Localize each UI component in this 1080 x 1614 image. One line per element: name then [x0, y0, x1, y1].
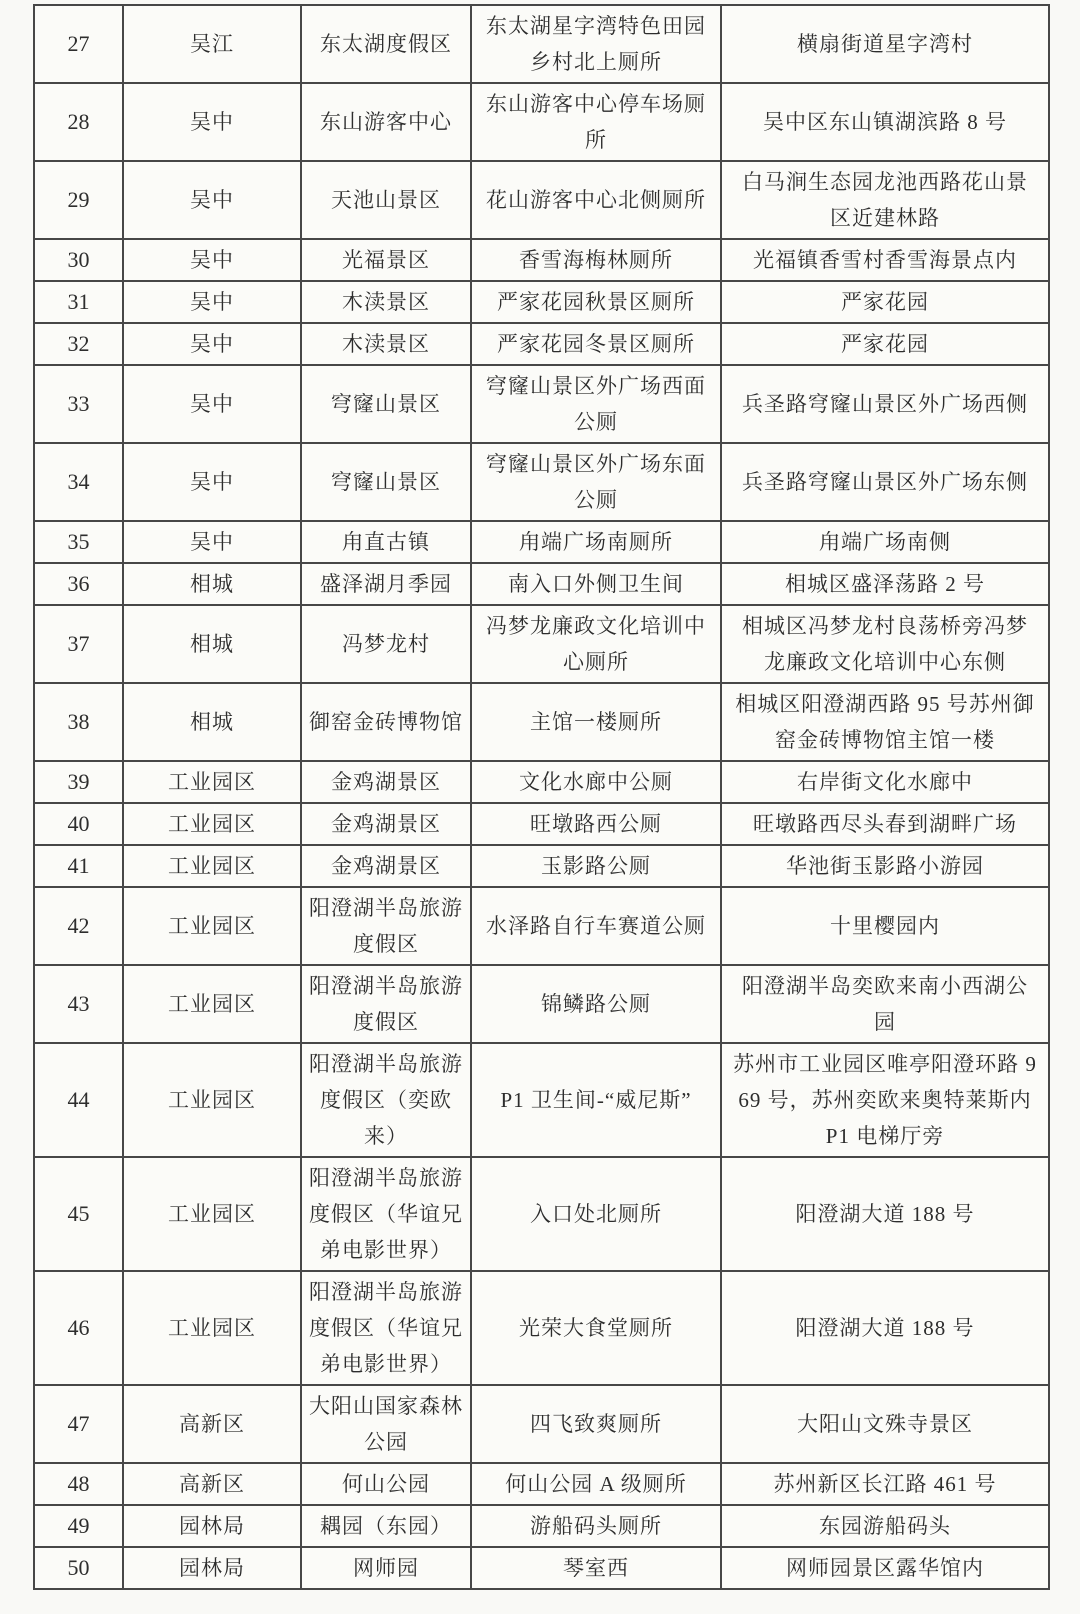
cell-scenic-area: 阳澄湖半岛旅游度假区 — [301, 965, 471, 1043]
table-row — [34, 239, 1049, 281]
table-row — [34, 5, 1049, 83]
cell-address: 横扇街道星字湾村 — [721, 5, 1049, 83]
table-row — [34, 281, 1049, 323]
cell-address: 严家花园 — [721, 281, 1049, 323]
cell-scenic-area: 金鸡湖景区 — [301, 803, 471, 845]
cell-number: 47 — [34, 1385, 123, 1463]
cell-number: 38 — [34, 683, 123, 761]
table-row — [34, 1463, 1049, 1505]
cell-district: 相城 — [123, 605, 301, 683]
cell-number: 45 — [34, 1157, 123, 1271]
cell-toilet-name: 水泽路自行车赛道公厕 — [471, 887, 721, 965]
cell-address: 吴中区东山镇湖滨路 8 号 — [721, 83, 1049, 161]
table-row — [34, 563, 1049, 605]
cell-address: 兵圣路穹窿山景区外广场西侧 — [721, 365, 1049, 443]
table-row — [34, 845, 1049, 887]
cell-scenic-area: 阳澄湖半岛旅游度假区（奕欧来） — [301, 1043, 471, 1157]
cell-toilet-name: 严家花园冬景区厕所 — [471, 323, 721, 365]
cell-scenic-area: 木渎景区 — [301, 281, 471, 323]
cell-district: 工业园区 — [123, 965, 301, 1043]
cell-address: 网师园景区露华馆内 — [721, 1547, 1049, 1589]
cell-number: 34 — [34, 443, 123, 521]
table-row — [34, 365, 1049, 443]
cell-number: 40 — [34, 803, 123, 845]
cell-toilet-name: 穹窿山景区外广场东面公厕 — [471, 443, 721, 521]
cell-number: 31 — [34, 281, 123, 323]
cell-address: 右岸街文化水廊中 — [721, 761, 1049, 803]
cell-number: 42 — [34, 887, 123, 965]
table-row — [34, 1157, 1049, 1271]
cell-address: 兵圣路穹窿山景区外广场东侧 — [721, 443, 1049, 521]
cell-toilet-name: 光荣大食堂厕所 — [471, 1271, 721, 1385]
cell-number: 37 — [34, 605, 123, 683]
cell-district: 工业园区 — [123, 845, 301, 887]
cell-toilet-name: 入口处北厕所 — [471, 1157, 721, 1271]
cell-number: 50 — [34, 1547, 123, 1589]
table-row — [34, 605, 1049, 683]
cell-toilet-name: 穹窿山景区外广场西面公厕 — [471, 365, 721, 443]
cell-scenic-area: 阳澄湖半岛旅游度假区 — [301, 887, 471, 965]
cell-toilet-name: 四飞致爽厕所 — [471, 1385, 721, 1463]
cell-number: 39 — [34, 761, 123, 803]
cell-address: 华池街玉影路小游园 — [721, 845, 1049, 887]
cell-scenic-area: 东太湖度假区 — [301, 5, 471, 83]
cell-district: 园林局 — [123, 1547, 301, 1589]
cell-district: 吴江 — [123, 5, 301, 83]
cell-address: 严家花园 — [721, 323, 1049, 365]
cell-toilet-name: 何山公园 A 级厕所 — [471, 1463, 721, 1505]
cell-district: 相城 — [123, 563, 301, 605]
cell-district: 高新区 — [123, 1385, 301, 1463]
cell-number: 29 — [34, 161, 123, 239]
cell-address: 阳澄湖半岛奕欧来南小西湖公园 — [721, 965, 1049, 1043]
cell-scenic-area: 天池山景区 — [301, 161, 471, 239]
cell-address: 十里樱园内 — [721, 887, 1049, 965]
cell-number: 30 — [34, 239, 123, 281]
cell-address: 苏州新区长江路 461 号 — [721, 1463, 1049, 1505]
cell-scenic-area: 穹窿山景区 — [301, 443, 471, 521]
cell-toilet-name: 甪端广场南厕所 — [471, 521, 721, 563]
cell-district: 吴中 — [123, 521, 301, 563]
cell-scenic-area: 木渎景区 — [301, 323, 471, 365]
cell-number: 41 — [34, 845, 123, 887]
cell-district: 吴中 — [123, 365, 301, 443]
cell-toilet-name: 花山游客中心北侧厕所 — [471, 161, 721, 239]
cell-district: 工业园区 — [123, 803, 301, 845]
cell-number: 49 — [34, 1505, 123, 1547]
cell-district: 相城 — [123, 683, 301, 761]
cell-address: 相城区盛泽荡路 2 号 — [721, 563, 1049, 605]
cell-toilet-name: 东太湖星字湾特色田园乡村北上厕所 — [471, 5, 721, 83]
cell-address: 相城区冯梦龙村良荡桥旁冯梦龙廉政文化培训中心东侧 — [721, 605, 1049, 683]
cell-number: 33 — [34, 365, 123, 443]
table-row — [34, 1547, 1049, 1589]
cell-number: 28 — [34, 83, 123, 161]
table-row — [34, 1271, 1049, 1385]
cell-scenic-area: 耦园（东园） — [301, 1505, 471, 1547]
cell-scenic-area: 东山游客中心 — [301, 83, 471, 161]
table-row — [34, 965, 1049, 1043]
cell-district: 工业园区 — [123, 761, 301, 803]
cell-district: 吴中 — [123, 239, 301, 281]
cell-scenic-area: 甪直古镇 — [301, 521, 471, 563]
cell-toilet-name: 玉影路公厕 — [471, 845, 721, 887]
cell-number: 43 — [34, 965, 123, 1043]
cell-district: 工业园区 — [123, 1157, 301, 1271]
cell-toilet-name: P1 卫生间-“威尼斯” — [471, 1043, 721, 1157]
cell-district: 工业园区 — [123, 1271, 301, 1385]
cell-toilet-name: 锦鳞路公厕 — [471, 965, 721, 1043]
table-row — [34, 1505, 1049, 1547]
cell-number: 32 — [34, 323, 123, 365]
cell-toilet-name: 旺墩路西公厕 — [471, 803, 721, 845]
cell-scenic-area: 光福景区 — [301, 239, 471, 281]
cell-number: 36 — [34, 563, 123, 605]
table-body — [34, 5, 1049, 1589]
cell-number: 27 — [34, 5, 123, 83]
cell-district: 吴中 — [123, 323, 301, 365]
cell-address: 阳澄湖大道 188 号 — [721, 1157, 1049, 1271]
cell-address: 相城区阳澄湖西路 95 号苏州御窑金砖博物馆主馆一楼 — [721, 683, 1049, 761]
table-row — [34, 1043, 1049, 1157]
cell-district: 吴中 — [123, 161, 301, 239]
cell-toilet-name: 主馆一楼厕所 — [471, 683, 721, 761]
table-row — [34, 683, 1049, 761]
table-row — [34, 761, 1049, 803]
cell-number: 44 — [34, 1043, 123, 1157]
cell-scenic-area: 网师园 — [301, 1547, 471, 1589]
table-row — [34, 887, 1049, 965]
table-row — [34, 803, 1049, 845]
cell-toilet-name: 冯梦龙廉政文化培训中心厕所 — [471, 605, 721, 683]
cell-address: 苏州市工业园区唯亭阳澄环路 969 号，苏州奕欧来奥特莱斯内 P1 电梯厅旁 — [721, 1043, 1049, 1157]
cell-address: 阳澄湖大道 188 号 — [721, 1271, 1049, 1385]
cell-toilet-name: 严家花园秋景区厕所 — [471, 281, 721, 323]
table-row — [34, 83, 1049, 161]
cell-scenic-area: 大阳山国家森林公园 — [301, 1385, 471, 1463]
cell-scenic-area: 盛泽湖月季园 — [301, 563, 471, 605]
table-row — [34, 323, 1049, 365]
cell-district: 吴中 — [123, 83, 301, 161]
cell-scenic-area: 穹窿山景区 — [301, 365, 471, 443]
cell-district: 吴中 — [123, 443, 301, 521]
cell-address: 光福镇香雪村香雪海景点内 — [721, 239, 1049, 281]
table-row — [34, 521, 1049, 563]
cell-address: 旺墩路西尽头春到湖畔广场 — [721, 803, 1049, 845]
cell-scenic-area: 阳澄湖半岛旅游度假区（华谊兄弟电影世界） — [301, 1157, 471, 1271]
cell-district: 吴中 — [123, 281, 301, 323]
cell-scenic-area: 冯梦龙村 — [301, 605, 471, 683]
cell-number: 46 — [34, 1271, 123, 1385]
cell-scenic-area: 金鸡湖景区 — [301, 845, 471, 887]
cell-toilet-name: 东山游客中心停车场厕所 — [471, 83, 721, 161]
cell-district: 高新区 — [123, 1463, 301, 1505]
cell-scenic-area: 阳澄湖半岛旅游度假区（华谊兄弟电影世界） — [301, 1271, 471, 1385]
cell-toilet-name: 文化水廊中公厕 — [471, 761, 721, 803]
cell-district: 工业园区 — [123, 1043, 301, 1157]
cell-number: 35 — [34, 521, 123, 563]
table-row — [34, 1385, 1049, 1463]
cell-scenic-area: 金鸡湖景区 — [301, 761, 471, 803]
cell-scenic-area: 御窑金砖博物馆 — [301, 683, 471, 761]
cell-address: 东园游船码头 — [721, 1505, 1049, 1547]
cell-toilet-name: 南入口外侧卫生间 — [471, 563, 721, 605]
cell-address: 白马涧生态园龙池西路花山景区近建林路 — [721, 161, 1049, 239]
table-row — [34, 443, 1049, 521]
cell-toilet-name: 琴室西 — [471, 1547, 721, 1589]
toilet-list-table — [33, 4, 1050, 1590]
cell-district: 工业园区 — [123, 887, 301, 965]
cell-scenic-area: 何山公园 — [301, 1463, 471, 1505]
cell-number: 48 — [34, 1463, 123, 1505]
cell-toilet-name: 香雪海梅林厕所 — [471, 239, 721, 281]
table-row — [34, 161, 1049, 239]
cell-district: 园林局 — [123, 1505, 301, 1547]
cell-address: 大阳山文殊寺景区 — [721, 1385, 1049, 1463]
cell-address: 甪端广场南侧 — [721, 521, 1049, 563]
cell-toilet-name: 游船码头厕所 — [471, 1505, 721, 1547]
